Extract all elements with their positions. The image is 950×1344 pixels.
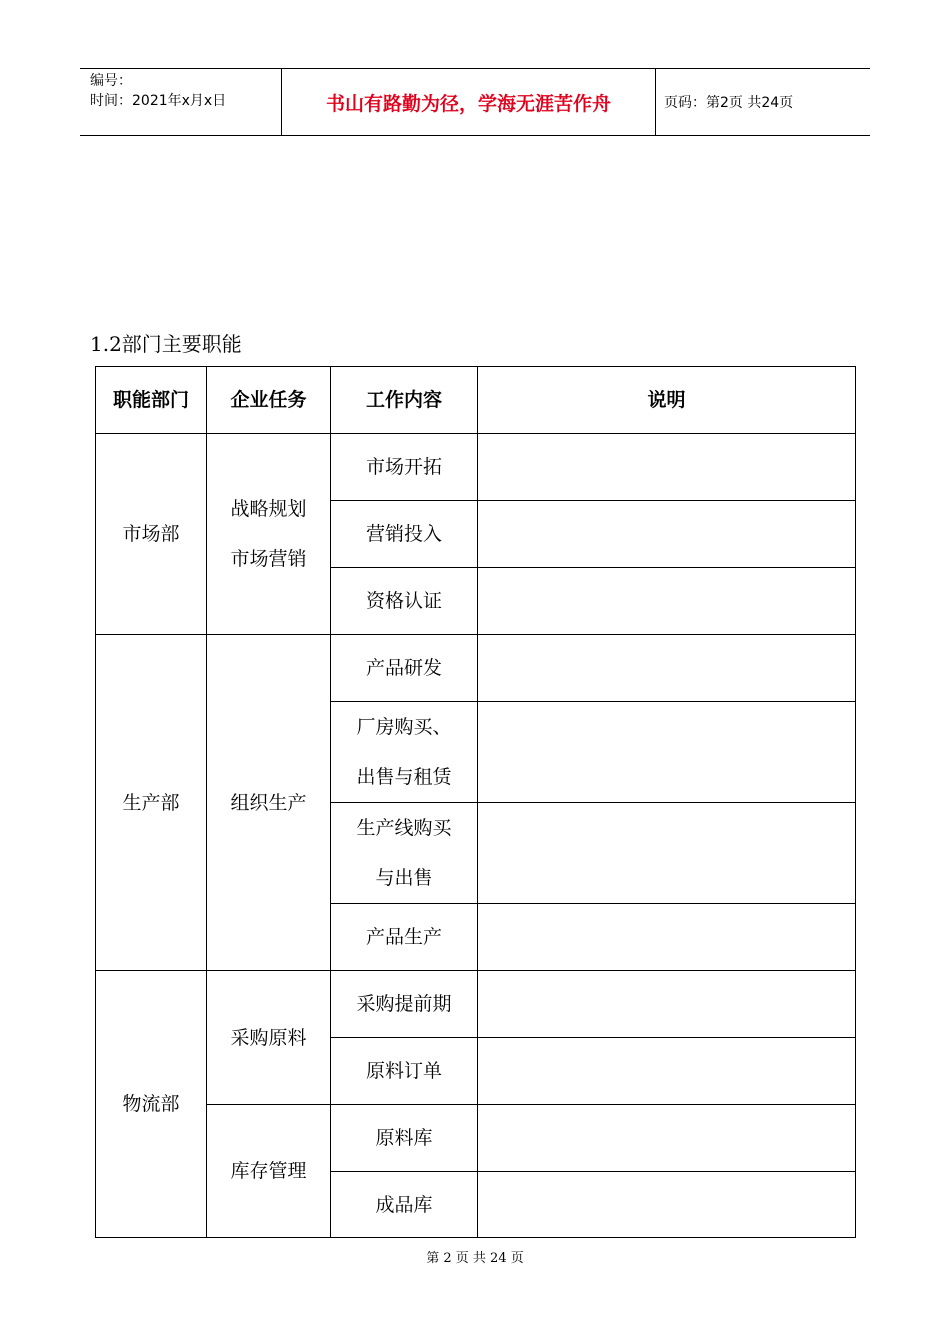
- description-cell: [478, 568, 856, 635]
- description-cell: [478, 904, 856, 971]
- department-cell: 市场部: [96, 434, 207, 635]
- header-meta: [80, 69, 282, 135]
- description-cell: [478, 635, 856, 702]
- table-row: [96, 971, 856, 1038]
- department-cell: 生产部: [96, 635, 207, 971]
- header-page-info: 页码：第2页 共24页: [664, 95, 794, 111]
- description-cell: [478, 971, 856, 1038]
- department-functions-table: [95, 366, 856, 1238]
- content-cell: 市场开拓: [331, 434, 478, 501]
- task-cell: 采购原料: [207, 971, 331, 1105]
- table-row: [96, 635, 856, 702]
- document-number-label: 编号：: [90, 73, 132, 89]
- header-department: 职能部门: [96, 367, 207, 434]
- table-row: [96, 434, 856, 501]
- content-cell: 厂房购买、 出售与租赁: [331, 702, 478, 803]
- description-cell: [478, 1172, 856, 1238]
- header-task: 企业任务: [207, 367, 331, 434]
- content-cell: 原料库: [331, 1105, 478, 1172]
- content-cell: 产品研发: [331, 635, 478, 702]
- task-cell: 库存管理: [207, 1105, 331, 1238]
- section-title: 1.2部门主要职能: [90, 332, 242, 356]
- table-row: [96, 1105, 856, 1172]
- department-cell: 物流部: [96, 971, 207, 1238]
- header-motto: 书山有路勤为径，学海无涯苦作舟: [282, 69, 656, 135]
- description-cell: [478, 803, 856, 904]
- content-cell: 原料订单: [331, 1038, 478, 1105]
- description-cell: [478, 501, 856, 568]
- content-cell: 生产线购买 与出售: [331, 803, 478, 904]
- content-cell: 成品库: [331, 1172, 478, 1238]
- task-cell: 战略规划 市场营销: [207, 434, 331, 635]
- header-content: 工作内容: [331, 367, 478, 434]
- description-cell: [478, 1105, 856, 1172]
- description-cell: [478, 434, 856, 501]
- content-cell: 产品生产: [331, 904, 478, 971]
- content-cell: 采购提前期: [331, 971, 478, 1038]
- page-header: [80, 68, 870, 136]
- task-cell: 组织生产: [207, 635, 331, 971]
- content-cell: 资格认证: [331, 568, 478, 635]
- table-header-row: [96, 367, 856, 434]
- document-date: 时间：2021年x月x日: [90, 93, 227, 109]
- description-cell: [478, 1038, 856, 1105]
- content-cell: 营销投入: [331, 501, 478, 568]
- description-cell: [478, 702, 856, 803]
- page-footer: 第 2 页 共 24 页: [426, 1251, 524, 1266]
- header-description: 说明: [478, 367, 856, 434]
